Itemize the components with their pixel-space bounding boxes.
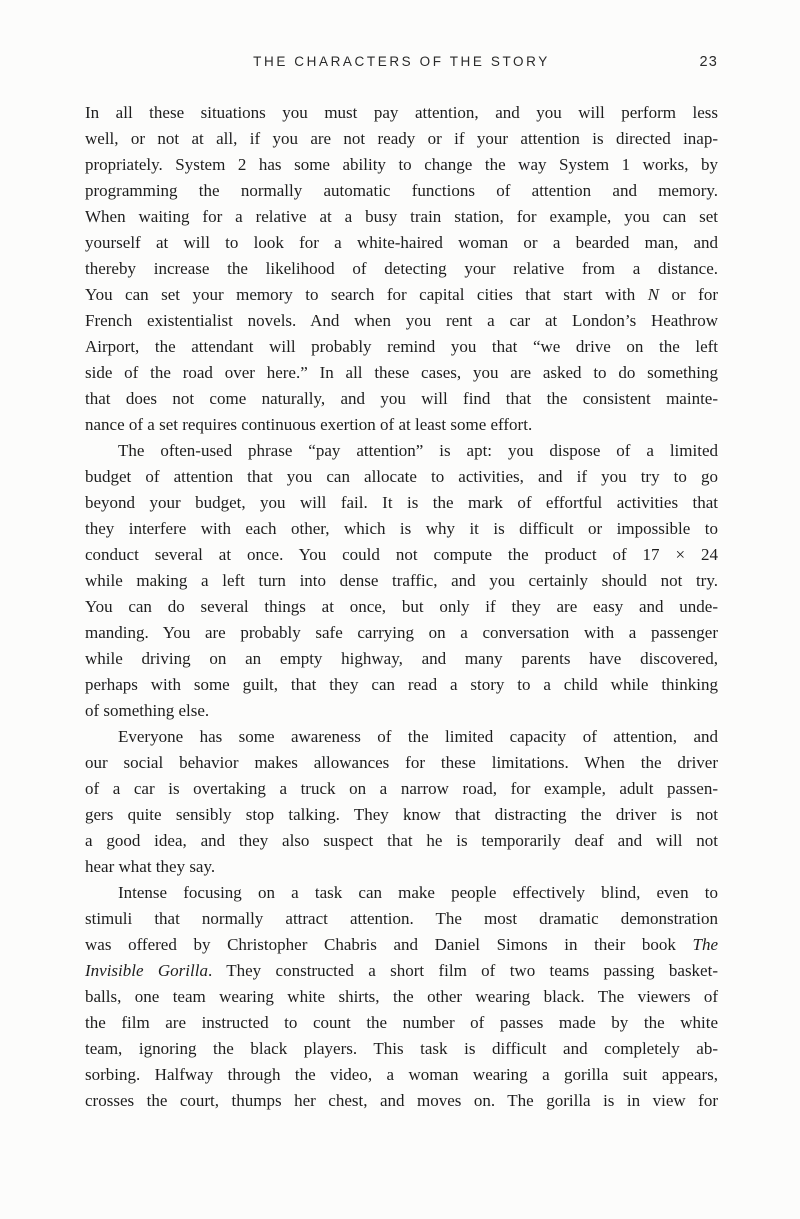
- text-line: Everyone has some awareness of the limited capacity of attention, and: [118, 727, 718, 746]
- text-line: beyond your budget, you will fail. It is the mark of effortful activities that: [85, 493, 718, 512]
- text-line: well, or not at all, if you are not ready or if your attention is directed inap-: [85, 129, 718, 148]
- text-line: thereby increase the likelihood of detecting your relative from a distance.: [85, 259, 718, 278]
- text-line: hear what they say.: [85, 857, 216, 876]
- text-line: conduct several at once. You could not compute the product of 17 × 24: [85, 545, 718, 564]
- text-line: Intense focusing on a task can make people effectively blind, even to: [118, 883, 718, 902]
- text-line: gers quite sensibly stop talking. They know that distracting the driver is not: [85, 805, 718, 824]
- text-line: Airport, the attendant will probably remind you that “we drive on the left: [85, 337, 718, 356]
- text-line: a good idea, and they also suspect that he is temporarily deaf and will not: [85, 831, 718, 850]
- paragraph: [85, 724, 718, 880]
- text-line: stimuli that normally attract attention. The most dramatic demonstration: [85, 909, 718, 928]
- text-line: You can do several things at once, but only if they are easy and unde-: [85, 597, 718, 616]
- text-line: budget of attention that you can allocate to activities, and if you try to go: [85, 467, 718, 486]
- text-line: that does not come naturally, and you will find that the consistent mainte-: [85, 389, 718, 408]
- text-line: propriately. System 2 has some ability to change the way System 1 works, by: [85, 155, 718, 174]
- page-body: [85, 100, 718, 1114]
- text-line: In all these situations you must pay attention, and you will perform less: [85, 103, 718, 122]
- text-line: sorbing. Halfway through the video, a woman wearing a gorilla suit appears,: [85, 1065, 718, 1084]
- text-line: while driving on an empty highway, and many parents have discovered,: [85, 649, 718, 668]
- text-line: nance of a set requires continuous exertion of at least some effort.: [85, 415, 533, 434]
- text-line: When waiting for a relative at a busy train station, for example, you can set: [85, 207, 718, 226]
- text-line: team, ignoring the black players. This task is difficult and completely ab-: [85, 1039, 718, 1058]
- text-line: French existentialist novels. And when you rent a car at London’s Heathrow: [85, 311, 718, 330]
- paragraph: [85, 100, 718, 438]
- text-line: balls, one team wearing white shirts, the other wearing black. The viewers of: [85, 987, 718, 1006]
- text-line: programming the normally automatic functions of attention and memory.: [85, 181, 718, 200]
- text-line: manding. You are probably safe carrying on a conversation with a passenger: [85, 623, 718, 642]
- text-line: the film are instructed to count the number of passes made by the white: [85, 1013, 718, 1032]
- text-line: You can set your memory to search for capital cities that start with N or for: [85, 285, 719, 304]
- paragraph: [85, 438, 718, 724]
- text-line: perhaps with some guilt, that they can read a story to a child while thinking: [85, 675, 718, 694]
- text-line: was offered by Christopher Chabris and Daniel Simons in their book The: [85, 935, 718, 954]
- paragraph: [85, 880, 718, 1114]
- text-line: The often-used phrase “pay attention” is apt: you dispose of a limited: [118, 441, 718, 460]
- text-line: yourself at will to look for a white-haired woman or a bearded man, and: [85, 233, 718, 252]
- text-line: of something else.: [85, 701, 210, 720]
- page-number: 23: [699, 54, 718, 70]
- text-line: of a car is overtaking a truck on a narrow road, for example, adult passen-: [85, 779, 718, 798]
- text-line: they interfere with each other, which is why it is difficult or impossible to: [85, 519, 718, 538]
- text-line: crosses the court, thumps her chest, and moves on. The gorilla is in view for: [85, 1091, 718, 1110]
- running-head-title: THE CHARACTERS OF THE STORY: [253, 54, 550, 69]
- text-line: Invisible Gorilla. They constructed a short film of two teams passing basket-: [85, 961, 718, 980]
- page-header: [85, 54, 718, 76]
- text-line: while making a left turn into dense traffic, and you certainly should not try.: [85, 571, 718, 590]
- text-line: our social behavior makes allowances for these limitations. When the driver: [85, 753, 718, 772]
- text-line: side of the road over here.” In all these cases, you are asked to do something: [85, 363, 718, 382]
- italic-text: The: [692, 935, 718, 954]
- italic-text: Invisible Gorilla: [85, 961, 208, 980]
- italic-text: N: [647, 285, 660, 304]
